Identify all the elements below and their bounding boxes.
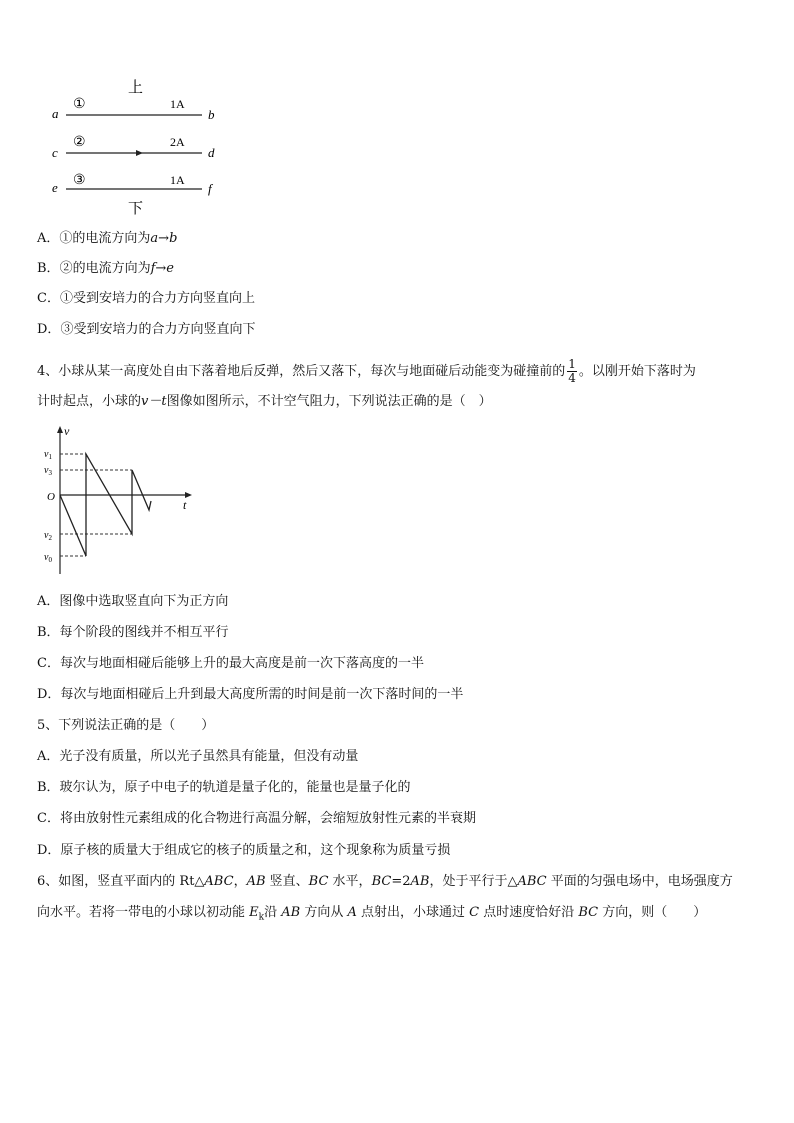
tick-v3: $v_3$ bbox=[44, 465, 52, 477]
q5-option-c: C．将由放射性元素组成的化合物进行高温分解，会缩短放射性元素的半衰期 bbox=[37, 811, 476, 826]
tick-v2: $v_2$ bbox=[44, 530, 52, 542]
axis-label-v: v bbox=[64, 424, 70, 438]
q3-option-b: B．②的电流方向为f→e bbox=[37, 261, 174, 276]
wire-2-num: ② bbox=[73, 135, 86, 150]
wire-1-current: 1A bbox=[170, 97, 185, 111]
q5-option-a: A．光子没有质量，所以光子虽然具有能量，但没有动量 bbox=[37, 749, 359, 764]
q3-option-c: C．①受到安培力的合力方向竖直向上 bbox=[37, 291, 255, 306]
wire-2-current: 2A bbox=[170, 135, 185, 149]
arrow-right-icon bbox=[136, 150, 143, 156]
q5-stem: 5、下列说法正确的是（ ） bbox=[37, 718, 215, 733]
q5-option-d: D．原子核的质量大于组成它的核子的质量之和，这个现象称为质量亏损 bbox=[37, 843, 451, 858]
q4-stem-line-2: 计时起点，小球的v－t图像如图所示，不计空气阻力，下列说法正确的是（ ） bbox=[37, 394, 492, 409]
wire-3-current: 1A bbox=[170, 173, 185, 187]
q3-option-a: A．①的电流方向为a→b bbox=[37, 231, 178, 246]
wire-3-num: ③ bbox=[73, 173, 86, 188]
q3-option-d: D．③受到安培力的合力方向竖直向下 bbox=[37, 322, 256, 337]
q5-option-b: B．玻尔认为，原子中电子的轨道是量子化的，能量也是量子化的 bbox=[37, 780, 411, 795]
vt-curve bbox=[60, 454, 151, 556]
guide-lines bbox=[60, 454, 132, 556]
wire-3-right: f bbox=[208, 181, 212, 196]
v-axis-arrow-icon bbox=[57, 426, 63, 433]
fraction: $\frac{1}{4}$ bbox=[568, 357, 576, 385]
tick-v0: $v_0$ bbox=[44, 552, 52, 564]
axis-label-t: t bbox=[183, 498, 187, 512]
origin-label: O bbox=[47, 491, 55, 503]
q4-option-a: A．图像中选取竖直向下为正方向 bbox=[37, 594, 229, 609]
q6-stem-line-2: 向水平。若将一带电的小球以初动能 $E_k$沿 AB 方向从 A 点射出，小球通过 C 点时速度恰好沿 BC 方向，则（ ） bbox=[37, 905, 707, 923]
wire-1-left: a bbox=[52, 106, 59, 121]
wire-3-left: e bbox=[52, 180, 58, 195]
q4-option-b: B．每个阶段的图线并不相互平行 bbox=[37, 625, 229, 640]
wire-2-left: c bbox=[52, 145, 58, 160]
wire-1-right: b bbox=[208, 107, 215, 122]
q4-option-c: C．每次与地面相碰后能够上升的最大高度是前一次下落高度的一半 bbox=[37, 656, 424, 671]
q4-stem-line-1: 4、小球从某一高度处自由下落着地后反弹，然后又落下，每次与地面碰后动能变为碰撞前的 $\frac{1}{4}$ 。以刚开始下落时为 bbox=[37, 357, 696, 385]
q4-option-d: D．每次与地面相碰后上升到最大高度所需的时间是前一次下落时间的一半 bbox=[37, 687, 464, 702]
label-top: 上 bbox=[128, 80, 144, 96]
tick-v1: $v_1$ bbox=[44, 449, 52, 461]
wires-figure bbox=[40, 76, 230, 216]
vt-graph bbox=[36, 424, 196, 580]
wire-2-right: d bbox=[208, 145, 215, 160]
wire-1-num: ① bbox=[73, 97, 86, 112]
q6-stem-line-1: 6、如图，竖直平面内的 Rt△ABC，AB 竖直、BC 水平，BC=2AB，处于平行于△ABC 平面的匀强电场中，电场强度方 bbox=[37, 874, 733, 889]
label-bottom: 下 bbox=[128, 201, 144, 216]
